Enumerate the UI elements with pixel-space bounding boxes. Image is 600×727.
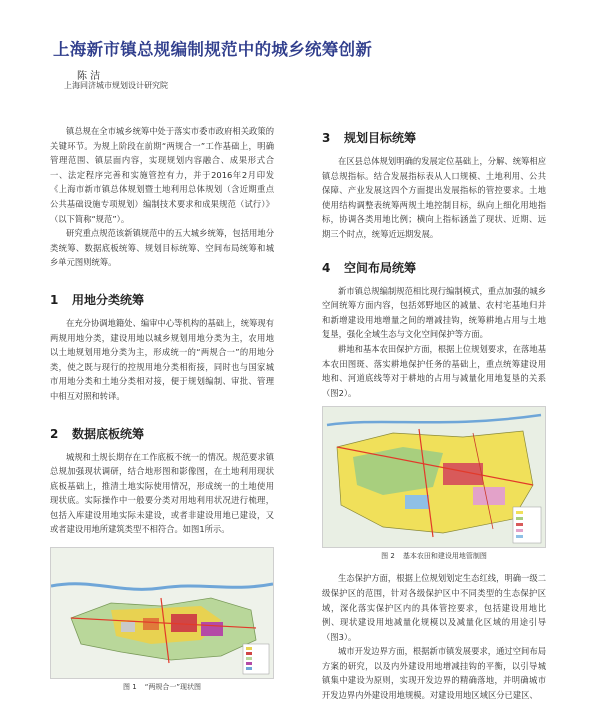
section-number: 1 <box>50 292 59 307</box>
author-affiliation: 上海同济城市规划设计研究院 <box>64 81 168 90</box>
section-title: 空间布局统筹 <box>344 260 417 275</box>
body-paragraph: 在充分协调地籍处、编审中心等机构的基础上，统筹现有两规用地分类，建设用地以城乡规划用地分类为主，农用地以土地规划用地分类为主，形成统一的“两规合一”的用地分类，使之既与现行的控规用地分类相衔接，同时也与国家城市用地分类和土地分类相对接，便于规划编制、审批、管理中相互对照和转译。 <box>50 317 274 401</box>
right-column <box>322 126 546 703</box>
section-heading <box>322 126 546 150</box>
section-heading <box>50 288 274 312</box>
figure-caption <box>322 551 546 561</box>
author-name: 陈 洁 <box>77 71 101 82</box>
section-heading <box>50 422 274 446</box>
intro-paragraph: 研究重点规范该新镇规范中的五大城乡统筹，包括用地分类统筹、数据底板统筹、规划目标统筹、空间布局统筹和城乡单元图则统筹。 <box>50 228 274 268</box>
body-paragraph: 在区县总体规划明确的发展定位基础上，分解、统筹相应镇总规指标。结合发展指标表从人口规模、土地利用、公共保障、产业发展这四个方面提出发展指标的管控要求。土地使用结构调整表统筹两规土地控制目标，纵向上细化用地指标，协调各类用地比例；横向上指标涵盖了现状、近期、远期三个时点，统筹近远期发展。 <box>322 156 546 239</box>
land-use-status-map <box>51 548 273 678</box>
section-title: 规划目标统筹 <box>344 131 417 145</box>
intro-paragraph: 镇总规在全市城乡统筹中处于落实市委市政府相关政策的关键环节。为规上阶段在前期“两规合一”工作基础上，明确管理范围、镇层面内容，实现规划内容融合、成果形式合一、法定程序完善和实施管控有力，并于2016年2月印发《上海市新市镇总体规划暨土地利用总体规划（含近期重点公共基础设施专项规划）编制技术要求和成果规范（试行）》（以下简称“规范”）。 <box>50 126 274 224</box>
section-title: 数据底板统筹 <box>72 426 145 441</box>
section-number: 2 <box>50 426 59 441</box>
article-title: 上海新市镇总规编制规范中的城乡统筹创新 <box>53 40 373 59</box>
body-paragraph: 耕地和基本农田保护方面，根据上位规划要求，在落地基本农田图斑、落实耕地保护任务的基础上，重点统筹建设用地和、河道底线等对于耕地的占用与减量化用地复垦的关系（图2）。 <box>322 343 546 398</box>
body-paragraph: 城规和土规长期存在工作底板不统一的情况。规范要求镇总规加强现状调研，结合地形图和影像图，在土地利用现状底板基础上，推清土地实际使用情况，形成统一的土地使用现状底。实际操作中一般要分类对用地利用状况进行梳理，包括入库建设用地实际未建设，或者非建设用地已建设，又或者建设用地所建筑类型不相符合。如图1所示。 <box>50 451 274 535</box>
body-paragraph: 生态保护方面，根据上位规划划定生态红线，明确一级二级保护区的范围，针对各级保护区中不同类型的生态保护区域，深化落实保护区内的具体管控要求，包括建设用地比例、现状建设用地减量化规模以及减量化区域的用途引导（图3）。 <box>322 573 546 642</box>
figure-caption-text: 基本农田和建设用地管制图 <box>402 552 487 561</box>
section-number: 3 <box>322 131 331 145</box>
figure-label: 图 2 <box>381 552 395 561</box>
body-paragraph: 城市开发边界方面，根据新市镇发展要求，通过空间布局方案的研究，以及内外建设用地增减挂钩的平衡，以引导城镇集中建设为原则，实现开发边界的精确落地，并明确城市开发边界内外建设用地规模。对建设用地区域区分已建区、 <box>322 646 546 701</box>
farmland-control-map <box>323 407 545 547</box>
section-heading <box>322 256 546 280</box>
figure-caption-text: “两规合一”现状图 <box>144 683 201 692</box>
section-title: 用地分类统筹 <box>72 292 145 307</box>
left-column <box>50 124 274 692</box>
section-number: 4 <box>322 260 331 275</box>
figure-caption <box>50 682 274 692</box>
figure-label: 图 1 <box>123 683 137 692</box>
figure-1-map <box>50 547 274 679</box>
body-paragraph: 新市镇总规编制规范相比现行编制模式，重点加强的城乡空间统筹方面内容，包括郊野地区的减量、农村宅基地归并和新增建设用地增量之间的增减挂钩，统筹耕地占用与土地复垦，强化全域生态与文化空间保护等方面。 <box>322 285 546 340</box>
figure-2-map <box>322 406 546 548</box>
